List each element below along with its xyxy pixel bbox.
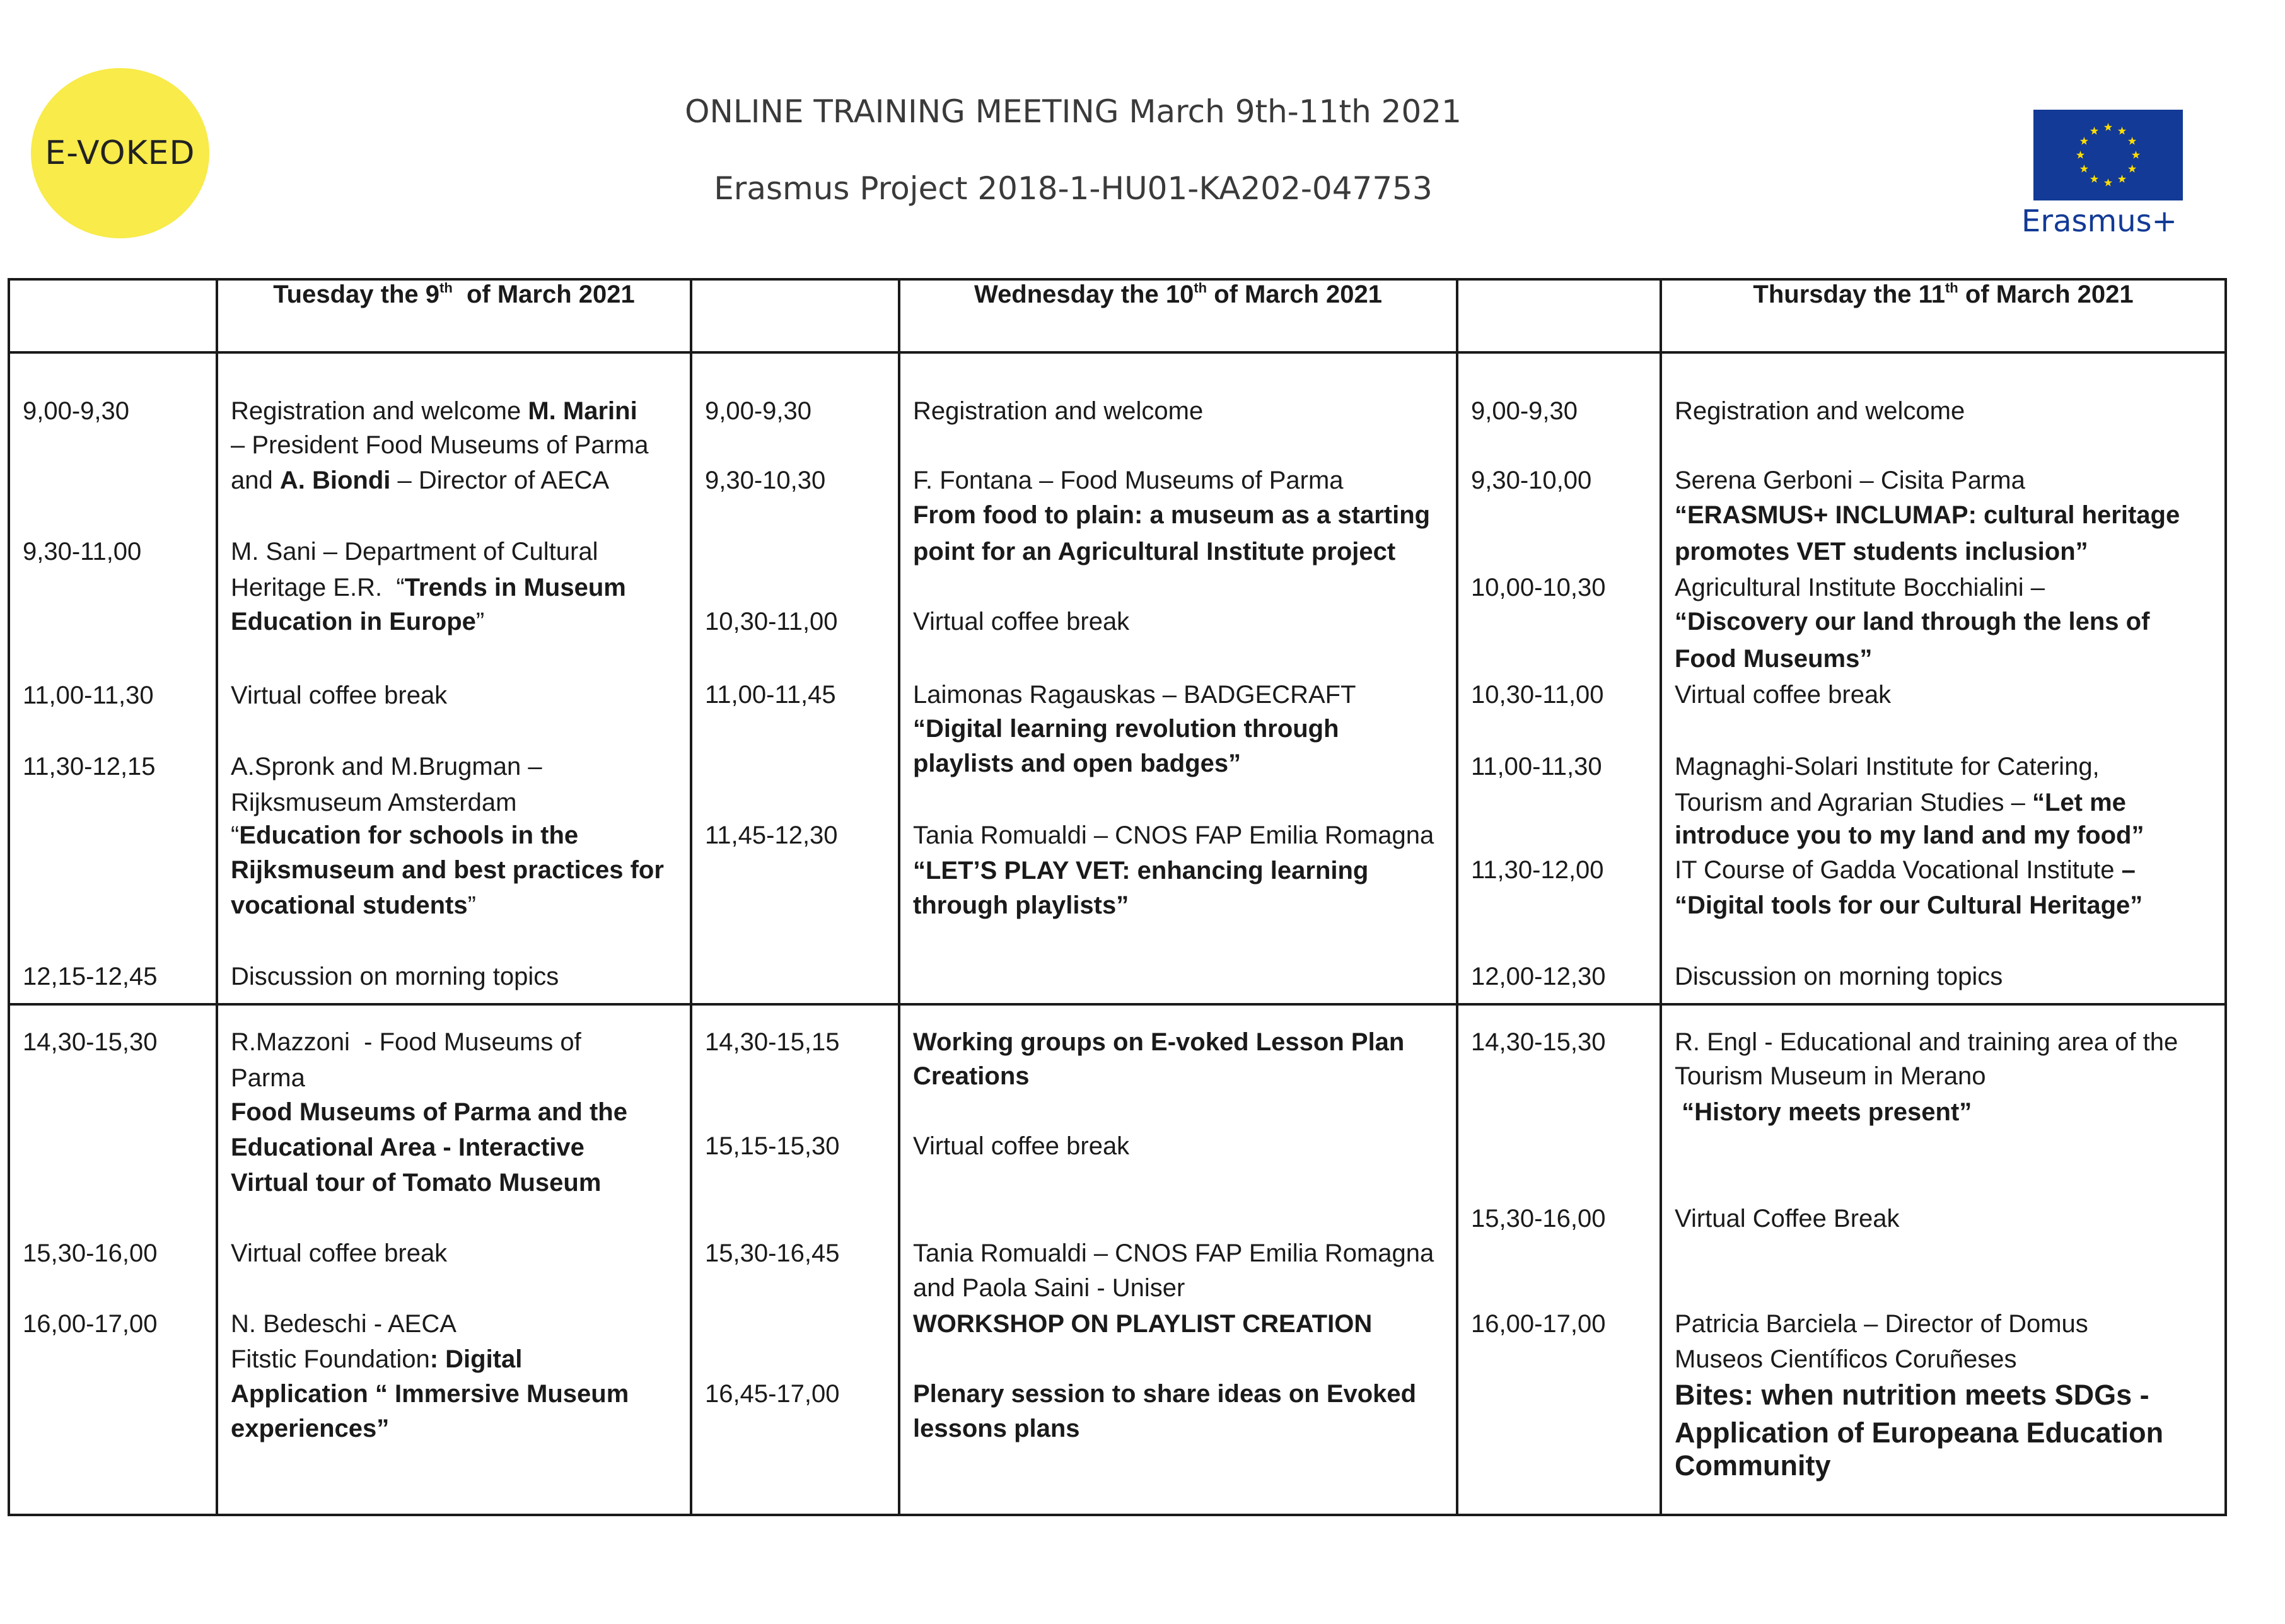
time-header-empty (1457, 279, 1661, 352)
morning-day1-times (9, 352, 217, 1004)
eu-star-icon (2104, 178, 2112, 187)
session-line: “Digital learning revolution through (913, 715, 1339, 743)
session-line: Fitstic Foundation: Digital (231, 1345, 523, 1373)
session-line: IT Course of Gadda Vocational Institute – (1675, 856, 2136, 884)
eu-star-icon (2076, 151, 2084, 159)
time-slot: 16,45-17,00 (705, 1380, 840, 1408)
time-slot: 15,30-16,00 (1471, 1205, 1606, 1232)
session-line: Museos Científicos Coruñeses (1675, 1345, 2017, 1373)
session-line: Virtual coffee break (913, 1132, 1130, 1160)
afternoon-day1-sessions (217, 1004, 691, 1515)
eu-star-icon (2090, 175, 2098, 183)
time-slot: 14,30-15,30 (1471, 1028, 1606, 1056)
session-line: Tourism Museum in Merano (1675, 1062, 1986, 1090)
time-slot: 12,00-12,30 (1471, 963, 1606, 990)
session-line: and Paola Saini - Uniser (913, 1274, 1185, 1302)
morning-day2-times (691, 352, 899, 1004)
session-line: R.Mazzoni - Food Museums of (231, 1028, 581, 1056)
session-line: Creations (913, 1062, 1030, 1090)
session-line: Parma (231, 1064, 305, 1092)
afternoon-day3-sessions (1661, 1004, 2226, 1515)
session-line: – President Food Museums of Parma (231, 431, 649, 459)
day1-header (217, 279, 691, 352)
session-line: WORKSHOP ON PLAYLIST CREATION (913, 1310, 1373, 1338)
session-line: introduce you to my land and my food” (1675, 821, 2144, 849)
time-slot: 11,45-12,30 (705, 821, 838, 849)
session-line: Virtual Coffee Break (1675, 1205, 1900, 1232)
session-line: Virtual coffee break (913, 608, 1130, 635)
session-line: N. Bedeschi - AECA (231, 1310, 456, 1338)
time-slot: 16,00-17,00 (1471, 1310, 1606, 1338)
session-line: Registration and welcome (1675, 397, 1965, 425)
morning-day1-sessions (217, 352, 691, 1004)
day3-header (1661, 279, 2226, 352)
time-slot: 15,15-15,30 (705, 1132, 840, 1160)
morning-day2-sessions (899, 352, 1457, 1004)
session-line: Laimonas Ragauskas – BADGECRAFT (913, 681, 1356, 709)
session-line: promotes VET students inclusion” (1675, 538, 2088, 566)
session-line: “Discovery our land through the lens of (1675, 608, 2150, 635)
time-slot: 10,00-10,30 (1471, 574, 1606, 601)
day2-header (899, 279, 1457, 352)
session-line: Virtual tour of Tomato Museum (231, 1169, 602, 1197)
session-line: Virtual coffee break (231, 1239, 448, 1267)
time-slot: 11,00-11,30 (23, 682, 154, 709)
time-slot: 11,00-11,30 (1471, 753, 1602, 780)
project-subtitle: Erasmus Project 2018-1-HU01-KA202-047753 (714, 170, 1433, 207)
session-line: Bites: when nutrition meets SDGs - (1675, 1379, 2149, 1411)
session-line: playlists and open badges” (913, 750, 1241, 777)
time-slot: 14,30-15,15 (705, 1028, 840, 1056)
afternoon-day2-times (691, 1004, 899, 1515)
e-voked-logo-text: E-VOKED (45, 134, 195, 172)
time-slot: 11,30-12,00 (1471, 856, 1604, 884)
time-slot: 12,15-12,45 (23, 963, 158, 990)
time-slot: 11,00-11,45 (705, 681, 836, 709)
morning-day3-sessions (1661, 352, 2226, 1004)
eu-star-icon (2118, 175, 2126, 183)
afternoon-row (9, 1004, 2226, 1515)
time-header-empty (691, 279, 899, 352)
afternoon-day2-sessions (899, 1004, 1457, 1515)
session-line: Virtual coffee break (231, 682, 448, 709)
eu-star-icon (2090, 127, 2098, 135)
session-line: vocational students” (231, 891, 476, 919)
day3-header-text: Thursday the 11 (1753, 281, 1945, 308)
day2-header-sup: th (1194, 280, 1207, 296)
day1-header-text: Tuesday the 9 (273, 281, 439, 308)
day3-header-sup: th (1945, 280, 1958, 296)
eu-star-icon (2128, 165, 2136, 173)
time-slot: 9,00-9,30 (705, 397, 812, 425)
afternoon-day3-times (1457, 1004, 1661, 1515)
time-slot: 9,30-11,00 (23, 538, 142, 566)
day1-header-post: of March 2021 (452, 281, 635, 308)
session-line: Rijksmuseum and best practices for (231, 856, 664, 884)
session-line: Application of Europeana Education (1675, 1417, 2164, 1449)
time-slot: 10,30-11,00 (1471, 681, 1604, 709)
time-slot: 9,00-9,30 (1471, 397, 1578, 425)
session-line: and A. Biondi – Director of AECA (231, 467, 610, 494)
session-line: Food Museums of Parma and the (231, 1098, 627, 1126)
morning-day3-times (1457, 352, 1661, 1004)
erasmus-plus-logo: Erasmus+ (2021, 204, 2177, 239)
session-line: lessons plans (913, 1415, 1080, 1442)
morning-row (9, 352, 2226, 1004)
time-slot: 10,30-11,00 (705, 608, 838, 635)
session-line: Discussion on morning topics (231, 963, 559, 990)
time-slot: 14,30-15,30 (23, 1028, 158, 1056)
session-line: Plenary session to share ideas on Evoked (913, 1380, 1417, 1408)
session-line: “LET’S PLAY VET: enhancing learning (913, 857, 1369, 884)
session-line: Rijksmuseum Amsterdam (231, 789, 517, 816)
session-line: “History meets present” (1675, 1098, 1972, 1126)
session-line: Heritage E.R. “Trends in Museum (231, 574, 626, 601)
header-row (9, 279, 2226, 352)
day2-header-text: Wednesday the 10 (974, 281, 1194, 308)
eu-star-icon (2080, 137, 2088, 145)
session-line: F. Fontana – Food Museums of Parma (913, 467, 1344, 494)
time-slot: 15,30-16,00 (23, 1239, 158, 1267)
session-line: Magnaghi-Solari Institute for Catering, (1675, 753, 2100, 780)
session-line: Agricultural Institute Bocchialini – (1675, 574, 2045, 601)
session-line: Tania Romualdi – CNOS FAP Emilia Romagna (913, 821, 1434, 849)
eu-star-icon (2104, 123, 2112, 131)
schedule-table (8, 278, 2227, 1516)
session-line: Educational Area - Interactive (231, 1134, 584, 1161)
session-line: Working groups on E-voked Lesson Plan (913, 1028, 1405, 1056)
session-line: R. Engl - Educational and training area of the (1675, 1028, 2178, 1056)
day3-header-post: of March 2021 (1958, 281, 2134, 308)
eu-star-icon (2118, 127, 2126, 135)
time-slot: 9,00-9,30 (23, 397, 130, 425)
session-line: Tourism and Agrarian Studies – “Let me (1675, 789, 2126, 816)
day2-header-post: of March 2021 (1207, 281, 1382, 308)
time-slot: 16,00-17,00 (23, 1310, 158, 1338)
time-header-empty (9, 279, 217, 352)
afternoon-day1-times (9, 1004, 217, 1515)
session-line: M. Sani – Department of Cultural (231, 538, 598, 566)
session-line: Registration and welcome (913, 397, 1204, 425)
session-line: Virtual coffee break (1675, 681, 1892, 709)
time-slot: 15,30-16,45 (705, 1239, 840, 1267)
session-line: “Digital tools for our Cultural Heritage” (1675, 891, 2143, 919)
time-slot: 9,30-10,00 (1471, 467, 1592, 494)
session-line: Discussion on morning topics (1675, 963, 2003, 990)
session-line: Registration and welcome M. Marini (231, 397, 637, 425)
eu-star-icon (2132, 151, 2140, 159)
session-line: “ERASMUS+ INCLUMAP: cultural heritage (1675, 501, 2180, 529)
session-line: point for an Agricultural Institute project (913, 538, 1396, 566)
session-line: Serena Gerboni – Cisita Parma (1675, 467, 2025, 494)
session-line: Food Museums” (1675, 645, 1873, 673)
time-slot: 9,30-10,30 (705, 467, 826, 494)
session-line: “Education for schools in the (231, 821, 579, 849)
eu-flag-icon (2033, 110, 2183, 200)
time-slot: 11,30-12,15 (23, 753, 156, 780)
session-line: through playlists” (913, 891, 1129, 919)
session-line: A.Spronk and M.Brugman – (231, 753, 542, 780)
session-line: experiences” (231, 1415, 390, 1442)
eu-star-icon (2080, 165, 2088, 173)
eu-star-icon (2128, 137, 2136, 145)
page-title: ONLINE TRAINING MEETING March 9th-11th 2021 (685, 93, 1462, 130)
session-line: Tania Romualdi – CNOS FAP Emilia Romagna (913, 1239, 1434, 1267)
session-line: Application “ Immersive Museum (231, 1380, 629, 1408)
session-line: Community (1675, 1449, 1831, 1482)
session-line: Education in Europe” (231, 608, 485, 635)
session-line: From food to plain: a museum as a starting (913, 501, 1431, 529)
day1-header-sup: th (439, 280, 453, 296)
session-line: Patricia Barciela – Director of Domus (1675, 1310, 2088, 1338)
